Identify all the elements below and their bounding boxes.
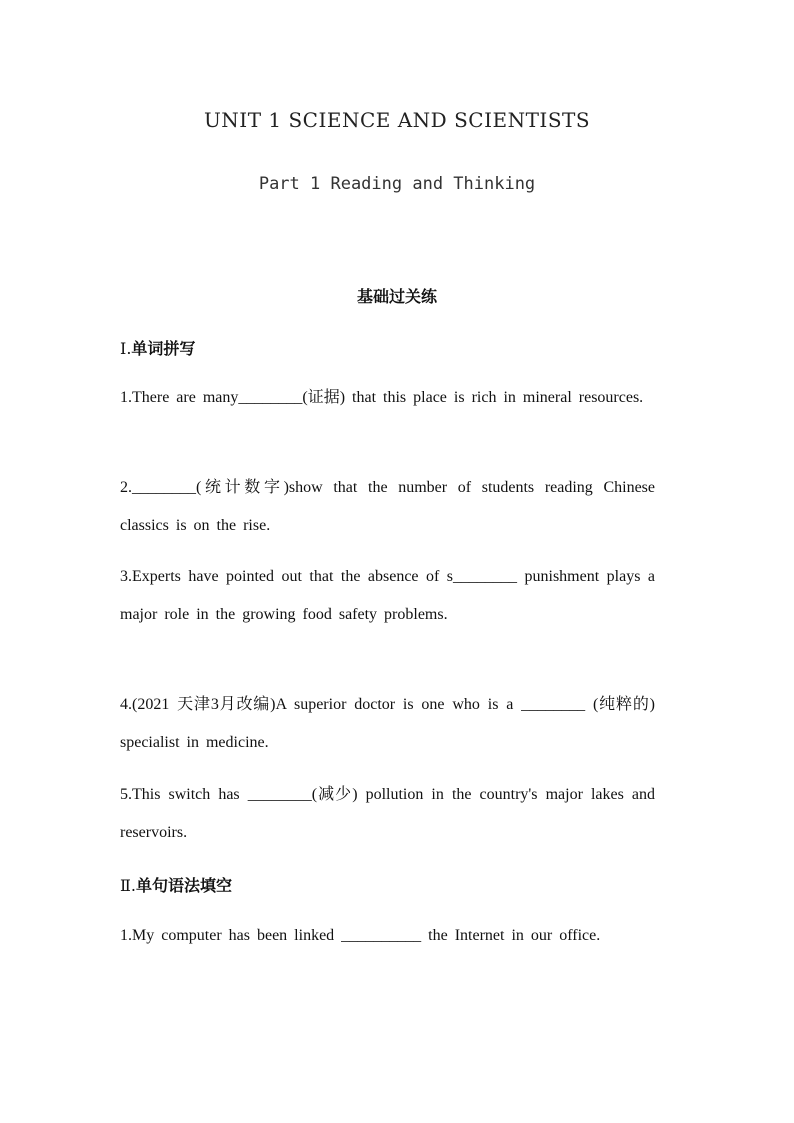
part2-label: 单句语法填空: [135, 876, 232, 895]
part1-question-1: 1.There are many________(证据) that this place is rich in mineral resources.: [120, 389, 644, 406]
part2-numeral: Ⅱ.: [120, 876, 136, 895]
section-heading: 基础过关练: [356, 287, 437, 306]
part1-heading: [120, 336, 195, 359]
part1-question-4: 4.(2021 天津3月改编)A superior doctor is one who is a ________ (纯粹的) specialist in medicine.: [120, 696, 655, 751]
part-subtitle: Part 1 Reading and Thinking: [258, 174, 536, 194]
part2-heading: [120, 873, 232, 896]
part2-question-1: 1.My computer has been linked __________ the Internet in our office.: [120, 927, 601, 944]
part1-question-2: 2.________(统计数字)show that the number of students reading Chinese classics is on the rise.: [120, 479, 655, 534]
part1-numeral: Ⅰ.: [120, 339, 132, 358]
part1-question-3: 3.Experts have pointed out that the absence of s________ punishment plays a major role in the growing food safety problems.: [120, 568, 655, 623]
part1-label: 单词拼写: [131, 339, 196, 358]
part1-question-5: 5.This switch has ________(减少) pollution in the country's major lakes and reservoirs.: [120, 786, 655, 841]
unit-title: UNIT 1 SCIENCE AND SCIENTISTS: [203, 108, 591, 132]
